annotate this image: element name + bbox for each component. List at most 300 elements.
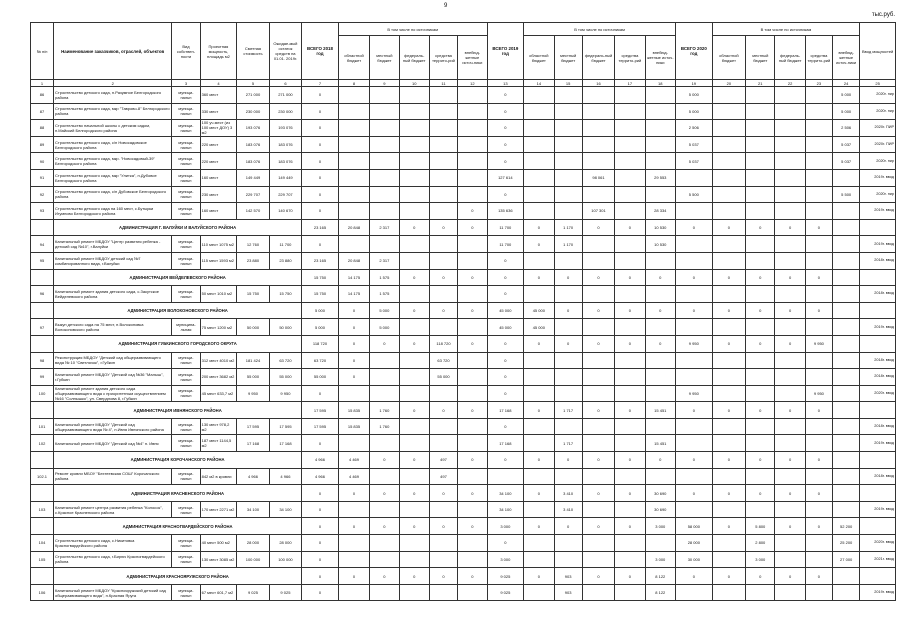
section-total-cell: 0 xyxy=(582,335,614,352)
value-cell: 3 000 xyxy=(645,551,675,568)
value-cell xyxy=(582,385,614,402)
value-cell xyxy=(338,385,369,402)
value-cell xyxy=(833,286,860,303)
section-total-cell xyxy=(833,335,860,352)
header-sources-2018: В том числе по источникам xyxy=(338,23,487,36)
section-total-cell: 0 xyxy=(775,518,805,535)
value-cell xyxy=(675,584,712,601)
section-row xyxy=(31,335,896,352)
table-row xyxy=(31,535,896,552)
value-cell xyxy=(746,236,775,253)
value-cell: 0 xyxy=(302,120,339,137)
value-cell xyxy=(554,418,582,435)
header-local: местный бюджет xyxy=(746,36,775,80)
value-cell xyxy=(805,136,832,153)
value-cell xyxy=(675,252,712,269)
value-cell: 0 xyxy=(487,153,524,170)
value-cell xyxy=(712,468,746,485)
value-cell xyxy=(645,286,675,303)
value-cell: 5 037 xyxy=(675,153,712,170)
value-cell xyxy=(429,252,457,269)
ownership-cell: муници-пальн xyxy=(172,551,200,568)
section-total-cell: 0 xyxy=(458,302,487,319)
value-cell xyxy=(458,501,487,518)
value-cell xyxy=(399,136,429,153)
value-cell xyxy=(582,535,614,552)
section-total-cell: 1 170 xyxy=(554,219,582,236)
estimated-cost-cell: 28 000 xyxy=(237,535,269,552)
value-cell xyxy=(582,319,614,336)
value-cell: 34 100 xyxy=(487,501,524,518)
remaining-cell: 9 950 xyxy=(269,385,301,402)
value-cell xyxy=(615,418,645,435)
table-row xyxy=(31,501,896,518)
value-cell: 9 950 xyxy=(675,385,712,402)
remaining-cell: 183 076 xyxy=(269,136,301,153)
estimated-cost-cell: 17 595 xyxy=(237,418,269,435)
column-number: 6 xyxy=(269,80,301,87)
value-cell xyxy=(458,153,487,170)
commissioning-cell: 2021г. ввод xyxy=(860,551,896,568)
capacity-cell: 75 мест 1200 м2 xyxy=(200,319,237,336)
value-cell: 0 xyxy=(302,435,339,452)
value-cell: 0 xyxy=(487,252,524,269)
section-total-cell: 0 xyxy=(675,568,712,585)
value-cell xyxy=(775,319,805,336)
column-number: 20 xyxy=(712,80,746,87)
value-cell: 0 xyxy=(302,136,339,153)
section-total-cell: 15 750 xyxy=(302,269,339,286)
commissioning-cell: 2019г. ввод xyxy=(860,236,896,253)
value-cell xyxy=(524,535,554,552)
estimated-cost-cell: 9 025 xyxy=(237,584,269,601)
capacity-cell: 220 мест xyxy=(200,153,237,170)
value-cell xyxy=(582,236,614,253)
value-cell xyxy=(615,286,645,303)
table-row xyxy=(31,153,896,170)
value-cell xyxy=(582,252,614,269)
value-cell xyxy=(370,352,399,369)
column-number: 15 xyxy=(554,80,582,87)
value-cell: 28 000 xyxy=(675,535,712,552)
remaining-cell: 183 076 xyxy=(269,153,301,170)
object-name: Капитальный ремонт МБДОУ "Детский сад №4" п. Ивня xyxy=(54,435,172,452)
remaining-cell: 193 076 xyxy=(269,120,301,137)
value-cell xyxy=(615,103,645,120)
value-cell xyxy=(645,369,675,386)
value-cell xyxy=(712,87,746,104)
table-row xyxy=(31,418,896,435)
capacity-cell: 220 мест xyxy=(200,136,237,153)
value-cell xyxy=(399,153,429,170)
section-total-cell xyxy=(833,452,860,469)
value-cell: 17 168 xyxy=(487,435,524,452)
value-cell: 5 500 xyxy=(833,186,860,203)
section-total-cell: 0 xyxy=(582,485,614,502)
capacity-cell: 360 мест xyxy=(200,87,237,104)
capacity-cell: 842 м2 в кровли xyxy=(200,468,237,485)
value-cell xyxy=(429,551,457,568)
value-cell xyxy=(458,551,487,568)
value-cell xyxy=(746,369,775,386)
value-cell: 0 xyxy=(302,584,339,601)
value-cell xyxy=(338,535,369,552)
section-total-cell: 0 xyxy=(399,485,429,502)
value-cell xyxy=(615,186,645,203)
object-name: Строительство детского сада, с/п Дубовское Белгородского района xyxy=(54,186,172,203)
value-cell xyxy=(775,385,805,402)
value-cell xyxy=(775,551,805,568)
section-total-cell xyxy=(833,302,860,319)
value-cell xyxy=(554,385,582,402)
remaining-cell: 149 449 xyxy=(269,169,301,186)
page-number: 9 xyxy=(444,3,448,9)
section-total-cell: 497 xyxy=(429,452,457,469)
table-row xyxy=(31,87,896,104)
remaining-cell: 55 000 xyxy=(269,369,301,386)
table-row xyxy=(31,352,896,369)
section-total-cell: 0 xyxy=(775,485,805,502)
value-cell xyxy=(746,87,775,104)
value-cell xyxy=(615,87,645,104)
value-cell xyxy=(524,186,554,203)
commissioning-cell: 2019г. ввод xyxy=(860,435,896,452)
row-number: 87 xyxy=(31,103,54,120)
header-remaining: Ожидае-мый остаток средств на 01.01. 2019г. xyxy=(269,23,301,80)
section-total-cell: 0 xyxy=(805,518,832,535)
section-total-cell: 0 xyxy=(302,485,339,502)
section-spacer xyxy=(860,402,896,419)
value-cell xyxy=(399,352,429,369)
value-cell xyxy=(615,120,645,137)
row-number: 94 xyxy=(31,236,54,253)
section-title: АДМИНИСТРАЦИЯ ИВНЯНСКОГО РАЙОНА xyxy=(54,402,302,419)
value-cell xyxy=(582,103,614,120)
value-cell: 29 553 xyxy=(645,169,675,186)
header-ownership: Вид собствен-ности xyxy=(172,23,200,80)
value-cell xyxy=(645,418,675,435)
value-cell xyxy=(524,136,554,153)
section-title: АДМИНИСТРАЦИЯ КРАСНОГВАРДЕЙСКОГО РАЙОНА xyxy=(54,518,302,535)
value-cell xyxy=(645,186,675,203)
object-name: Капитальный ремонт МБДОУ детский сад №7 комбинированного вида, г.Валуйки xyxy=(54,252,172,269)
value-cell xyxy=(615,435,645,452)
value-cell xyxy=(554,153,582,170)
value-cell xyxy=(524,286,554,303)
object-name: Капитальный ремонт МБДОУ "Детский сад №36 "Малыш", г.Губкин xyxy=(54,369,172,386)
header-total-2019: ВСЕГО 2019 год xyxy=(487,23,524,80)
header-regional: областной бюджет xyxy=(338,36,369,80)
value-cell xyxy=(429,435,457,452)
value-cell xyxy=(524,120,554,137)
value-cell xyxy=(399,385,429,402)
capacity-cell: 115 мест 1593 м2 xyxy=(200,252,237,269)
remaining-cell: 11 700 xyxy=(269,236,301,253)
section-total-cell: 0 xyxy=(429,219,457,236)
value-cell: 45 000 xyxy=(524,319,554,336)
section-total-cell: 0 xyxy=(429,518,457,535)
commissioning-cell: 2019г. ввод xyxy=(860,203,896,220)
value-cell: 8 122 xyxy=(645,584,675,601)
value-cell xyxy=(615,551,645,568)
commissioning-cell: 2020г. пир xyxy=(860,87,896,104)
capacity-cell: 187 мест 1144,5 м2 xyxy=(200,435,237,452)
section-total-cell: 0 xyxy=(399,269,429,286)
section-total-cell: 0 xyxy=(582,302,614,319)
value-cell xyxy=(746,385,775,402)
value-cell xyxy=(675,319,712,336)
section-total-cell: 0 xyxy=(582,269,614,286)
value-cell: 0 xyxy=(487,87,524,104)
value-cell: 3 000 xyxy=(487,551,524,568)
object-name: Реконструкция МБДОУ "Детский сад общеразвивающего вида № 10 "Светлячок", г.Губкин xyxy=(54,352,172,369)
column-number: 25 xyxy=(860,80,896,87)
section-total-cell: 0 xyxy=(399,219,429,236)
section-total-cell: 0 xyxy=(458,219,487,236)
section-total-cell: 0 xyxy=(458,518,487,535)
value-cell: 0 xyxy=(487,369,524,386)
value-cell xyxy=(746,252,775,269)
section-total-cell: 118 720 xyxy=(302,335,339,352)
value-cell: 14 175 xyxy=(338,286,369,303)
row-number: 88 xyxy=(31,120,54,137)
ownership-cell: муници-пальн xyxy=(172,369,200,386)
value-cell xyxy=(370,153,399,170)
section-total-cell: 5 000 xyxy=(302,302,339,319)
value-cell xyxy=(554,252,582,269)
section-total-cell: 0 xyxy=(524,335,554,352)
section-total-cell: 0 xyxy=(370,568,399,585)
value-cell xyxy=(370,369,399,386)
section-title: АДМИНИСТРАЦИЯ КОРОЧАНСКОГО РАЙОНА xyxy=(54,452,302,469)
value-cell xyxy=(675,352,712,369)
value-cell xyxy=(645,87,675,104)
value-cell xyxy=(675,236,712,253)
value-cell xyxy=(746,203,775,220)
value-cell xyxy=(746,435,775,452)
column-number: 22 xyxy=(775,80,805,87)
section-total-cell: 0 xyxy=(615,452,645,469)
value-cell xyxy=(370,435,399,452)
value-cell xyxy=(370,136,399,153)
value-cell xyxy=(645,252,675,269)
section-total-cell: 0 xyxy=(712,568,746,585)
value-cell xyxy=(554,87,582,104)
commissioning-cell: 2020г. ввод xyxy=(860,385,896,402)
value-cell: 0 xyxy=(338,369,369,386)
value-cell xyxy=(524,468,554,485)
section-total-cell: 11 700 xyxy=(487,219,524,236)
section-total-cell: 0 xyxy=(675,219,712,236)
section-total-cell: 0 xyxy=(429,269,457,286)
section-total-cell: 0 xyxy=(675,452,712,469)
value-cell xyxy=(712,501,746,518)
value-cell xyxy=(805,468,832,485)
remaining-cell: 23 880 xyxy=(269,252,301,269)
value-cell xyxy=(833,236,860,253)
section-total-cell: 0 xyxy=(554,452,582,469)
estimated-cost-cell: 23 880 xyxy=(237,252,269,269)
value-cell: 0 xyxy=(458,203,487,220)
value-cell xyxy=(554,136,582,153)
section-title: АДМИНИСТРАЦИЯ ВОЛОКОНОВСКОГО РАЙОНА xyxy=(54,302,302,319)
value-cell xyxy=(582,153,614,170)
section-total-cell: 20 848 xyxy=(338,219,369,236)
section-total-cell: 0 xyxy=(712,219,746,236)
ownership-cell: муници-пальн xyxy=(172,236,200,253)
value-cell xyxy=(746,153,775,170)
section-total-cell: 0 xyxy=(338,568,369,585)
section-total-cell: 0 xyxy=(746,335,775,352)
value-cell xyxy=(775,169,805,186)
section-total-cell: 0 xyxy=(524,568,554,585)
remaining-cell: 100 000 xyxy=(269,551,301,568)
ownership-cell: муници-пальн xyxy=(172,418,200,435)
value-cell xyxy=(370,103,399,120)
table-row xyxy=(31,186,896,203)
column-number: 9 xyxy=(370,80,399,87)
header-sources-2019: В том числе по источникам xyxy=(524,23,676,36)
value-cell: 5 000 xyxy=(833,87,860,104)
value-cell xyxy=(429,385,457,402)
section-total-cell: 8 122 xyxy=(645,568,675,585)
section-row xyxy=(31,568,896,585)
object-name: Строительство детского сада, г.Бирюч Красногвардейского района xyxy=(54,551,172,568)
value-cell xyxy=(833,418,860,435)
row-number: 102.1 xyxy=(31,468,54,485)
value-cell xyxy=(458,535,487,552)
table-body xyxy=(31,87,896,601)
section-total-cell: 0 xyxy=(712,485,746,502)
value-cell: 3 410 xyxy=(554,501,582,518)
commissioning-cell: 2019г. ввод xyxy=(860,319,896,336)
value-cell xyxy=(458,319,487,336)
value-cell xyxy=(429,169,457,186)
estimated-cost-cell: 55 000 xyxy=(237,369,269,386)
section-spacer xyxy=(860,485,896,502)
commissioning-cell: 2018г. ввод xyxy=(860,252,896,269)
value-cell xyxy=(554,319,582,336)
section-total-cell: 0 xyxy=(524,452,554,469)
capacity-cell: 312 мест 4010 м2 xyxy=(200,352,237,369)
value-cell xyxy=(775,203,805,220)
section-total-cell: 0 xyxy=(675,402,712,419)
value-cell xyxy=(458,186,487,203)
value-cell: 0 xyxy=(302,535,339,552)
value-cell xyxy=(338,435,369,452)
section-spacer xyxy=(31,485,54,502)
section-total-cell: 0 xyxy=(399,568,429,585)
section-total-cell: 0 xyxy=(458,485,487,502)
section-total-cell: 1 717 xyxy=(554,402,582,419)
remaining-cell: 140 670 xyxy=(269,203,301,220)
section-row xyxy=(31,302,896,319)
value-cell xyxy=(712,319,746,336)
estimated-cost-cell: 9 950 xyxy=(237,385,269,402)
value-cell xyxy=(338,153,369,170)
section-total-cell: 0 xyxy=(487,335,524,352)
remaining-cell: 230 000 xyxy=(269,103,301,120)
value-cell xyxy=(524,352,554,369)
value-cell xyxy=(712,203,746,220)
value-cell: 5 000 xyxy=(302,319,339,336)
value-cell xyxy=(399,169,429,186)
section-total-cell: 0 xyxy=(615,485,645,502)
value-cell xyxy=(805,286,832,303)
table-row xyxy=(31,369,896,386)
value-cell xyxy=(712,535,746,552)
value-cell xyxy=(775,352,805,369)
value-cell xyxy=(615,169,645,186)
value-cell xyxy=(645,103,675,120)
commissioning-cell: 2020г. пир xyxy=(860,153,896,170)
commissioning-cell: 2019г. ввод xyxy=(860,501,896,518)
section-total-cell: 0 xyxy=(645,335,675,352)
section-total-cell: 0 xyxy=(746,485,775,502)
value-cell xyxy=(833,435,860,452)
value-cell xyxy=(554,186,582,203)
ownership-cell: муници-пальн xyxy=(172,584,200,601)
estimated-cost-cell: 271 000 xyxy=(237,87,269,104)
value-cell xyxy=(458,385,487,402)
value-cell: 15 835 xyxy=(338,418,369,435)
section-total-cell xyxy=(833,568,860,585)
table-row xyxy=(31,584,896,601)
header-local: местный бюджет xyxy=(370,36,399,80)
value-cell xyxy=(746,501,775,518)
column-number: 18 xyxy=(645,80,675,87)
section-spacer xyxy=(31,302,54,319)
table-row xyxy=(31,435,896,452)
section-total-cell: 15 451 xyxy=(645,402,675,419)
section-total-cell: 0 xyxy=(615,269,645,286)
remaining-cell: 271 000 xyxy=(269,87,301,104)
value-cell xyxy=(370,236,399,253)
value-cell xyxy=(775,501,805,518)
value-cell xyxy=(582,87,614,104)
section-total-cell: 0 xyxy=(370,518,399,535)
ownership-cell: муници-пальн xyxy=(172,468,200,485)
section-total-cell: 0 xyxy=(805,568,832,585)
ownership-cell: муници-пальн xyxy=(172,252,200,269)
value-cell xyxy=(746,186,775,203)
value-cell xyxy=(775,584,805,601)
value-cell xyxy=(399,468,429,485)
value-cell: 2 506 xyxy=(675,120,712,137)
value-cell: 127 614 xyxy=(487,169,524,186)
row-number: 91 xyxy=(31,169,54,186)
value-cell xyxy=(645,468,675,485)
value-cell xyxy=(746,468,775,485)
header-extrabudget: внебюд-жетные источ-ники xyxy=(645,36,675,80)
estimated-cost-cell: 4 966 xyxy=(237,468,269,485)
value-cell xyxy=(429,153,457,170)
capacity-cell: 330 мест xyxy=(200,103,237,120)
section-total-cell: 0 xyxy=(399,302,429,319)
value-cell: 30 690 xyxy=(645,501,675,518)
section-row xyxy=(31,402,896,419)
capacity-cell: 160 мест xyxy=(200,203,237,220)
value-cell xyxy=(805,418,832,435)
value-cell xyxy=(645,385,675,402)
estimated-cost-cell: 15 750 xyxy=(237,286,269,303)
section-total-cell: 3 000 xyxy=(487,518,524,535)
section-total-cell: 0 xyxy=(429,302,457,319)
remaining-cell: 34 100 xyxy=(269,501,301,518)
object-name: Выкуп детского сада на 75 мест, п.Волоконовка Волоконовского района xyxy=(54,319,172,336)
section-total-cell: 0 xyxy=(554,302,582,319)
section-spacer xyxy=(860,269,896,286)
